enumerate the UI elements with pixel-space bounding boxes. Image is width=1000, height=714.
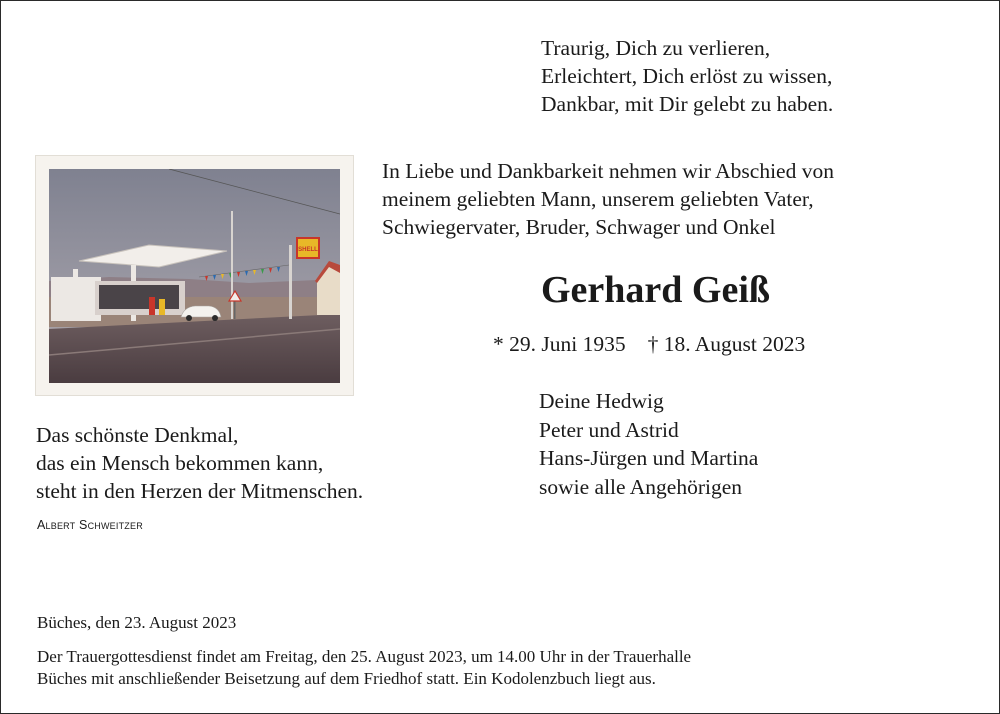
shell-sign-post xyxy=(289,245,292,319)
memorial-quote xyxy=(36,421,363,505)
death-date: † 18. August 2023 xyxy=(647,332,806,356)
mourner: Deine Hedwig xyxy=(539,389,664,413)
flag-pole xyxy=(231,211,233,319)
gas-station-photo xyxy=(36,156,353,395)
poem-line: Traurig, Dich zu verlieren, xyxy=(541,36,771,60)
opening-poem xyxy=(541,34,833,118)
quote-author: Albert Schweitzer xyxy=(37,518,143,532)
fuel-pump xyxy=(149,297,155,315)
intro-line: meinem geliebten Mann, unserem geliebten Vater, xyxy=(382,187,814,211)
farewell-intro xyxy=(382,157,834,241)
intro-line: In Liebe und Dankbarkeit nehmen wir Abschied von xyxy=(382,159,834,183)
poem-line: Dankbar, mit Dir gelebt zu haben. xyxy=(541,92,834,116)
place-and-date: Büches, den 23. August 2023 xyxy=(37,613,237,632)
intro-line: Schwiegervater, Bruder, Schwager und Onkel xyxy=(382,215,776,239)
quote-line: das ein Mensch bekommen kann, xyxy=(36,451,324,475)
service-line: Büches mit anschließender Beisetzung auf dem Friedhof statt. Ein Kodolenzbuch liegt aus. xyxy=(37,669,656,688)
fuel-pump xyxy=(159,299,165,315)
quote-line: steht in den Herzen der Mitmenschen. xyxy=(36,479,364,503)
mourner: sowie alle Angehörigen xyxy=(539,474,743,499)
car-wheel xyxy=(212,315,218,321)
shell-sign-text: SHELL xyxy=(298,247,318,253)
poem-line: Erleichtert, Dich erlöst zu wissen, xyxy=(541,64,833,88)
shop-windows xyxy=(99,285,179,309)
birth-date: * 29. Juni 1935 xyxy=(493,332,626,356)
service-info xyxy=(37,646,691,690)
photo-image xyxy=(49,169,340,383)
station-building xyxy=(51,277,101,321)
mourner: Peter und Astrid xyxy=(539,417,679,442)
quote-line: Das schönste Denkmal, xyxy=(36,423,239,447)
mourner: Hans-Jürgen und Martina xyxy=(539,446,759,470)
car-wheel xyxy=(186,315,192,321)
service-line: Der Trauergottesdienst findet am Freitag, den 25. August 2023, um 14.00 Uhr in der Trauerhalle xyxy=(37,647,692,666)
sign-post xyxy=(234,301,236,319)
deceased-name: Gerhard Geiß xyxy=(541,269,771,311)
mourners-list xyxy=(539,387,758,501)
life-dates xyxy=(493,330,805,358)
